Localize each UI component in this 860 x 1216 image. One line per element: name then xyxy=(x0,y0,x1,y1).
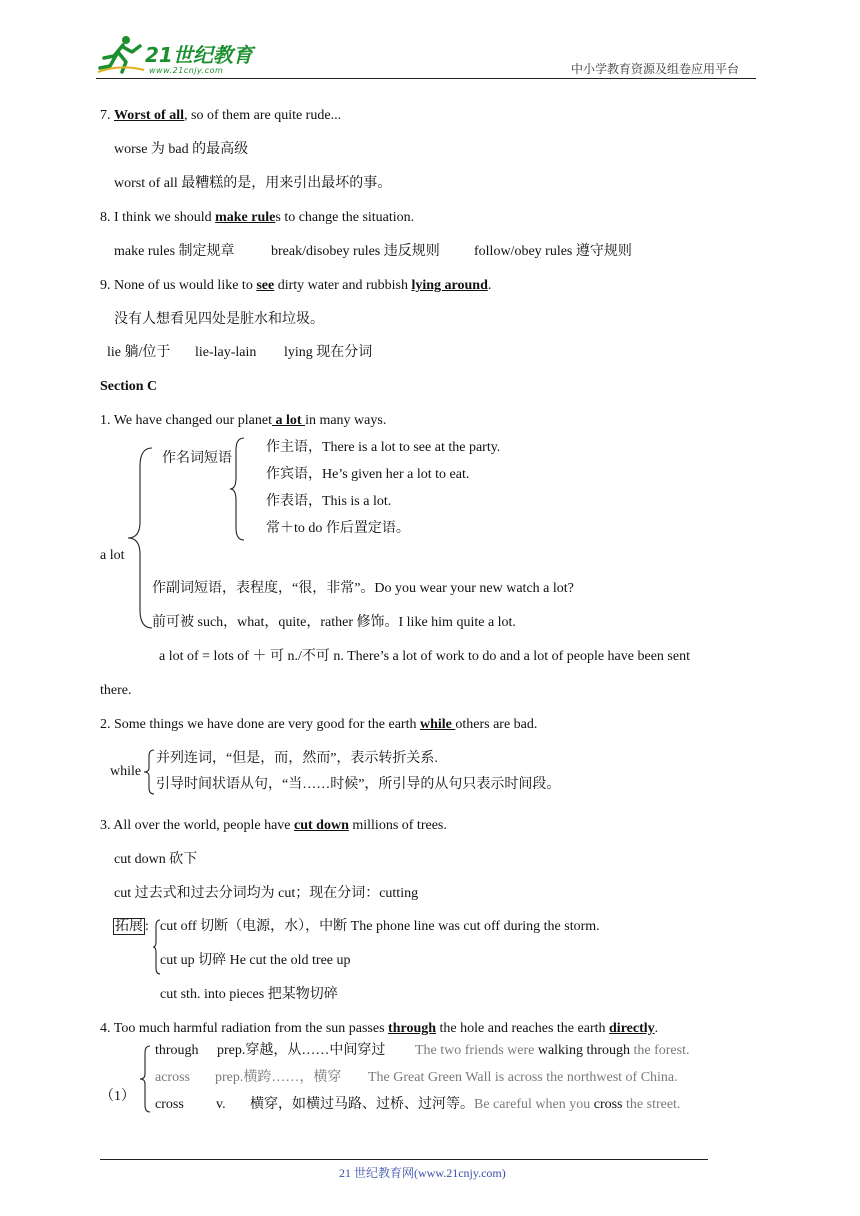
item-9-note-2: lie-lay-lain xyxy=(195,345,257,360)
section-c-heading: Section C xyxy=(100,379,158,394)
c3-colon: : xyxy=(145,919,149,934)
item-7-rest: , so of them are quite rude... xyxy=(184,108,342,123)
c3-note-a: cut down 砍下 xyxy=(114,852,198,867)
c4-row-3-ex-a: Be careful when you xyxy=(474,1097,594,1112)
c2-while-1: 并列连词，“但是，而，然而”，表示转折关系. xyxy=(156,751,438,766)
footer-rule xyxy=(100,1159,708,1160)
c1-sentence xyxy=(100,412,386,430)
c2-rest: others are bad. xyxy=(455,717,538,732)
c4-key-2: directly xyxy=(609,1021,655,1036)
c3-ext-3: cut sth. into pieces 把某物切碎 xyxy=(160,987,338,1002)
c3-ext-1: cut off 切断（电源，水），中断 The phone line was cut off during the storm. xyxy=(160,919,600,934)
c3-pre: 3. All over the world, people have xyxy=(100,818,295,833)
c3-sentence xyxy=(100,817,447,835)
c2-while-label: while xyxy=(110,764,142,779)
footer-text: 21 世纪教育网(www.21cnjy.com) xyxy=(339,1166,506,1180)
c4-row-3-pos: v. xyxy=(216,1097,226,1112)
c1-adverb-1: 作副词短语，表程度，“很，非常”。Do you wear your new watch a lot? xyxy=(152,581,574,596)
c4-key-1: through xyxy=(388,1021,437,1036)
item-9-end: . xyxy=(487,278,492,293)
c1-outer-brace xyxy=(126,446,156,630)
c3-rest: millions of trees. xyxy=(348,818,447,833)
c4-row-3-def-text: 横穿，如横过马路、过桥、过河等。 xyxy=(250,1097,474,1112)
item-7 xyxy=(100,107,341,125)
item-9-key-1: see xyxy=(256,278,275,293)
item-9-translation: 没有人想看见四处是脏水和垃圾。 xyxy=(114,312,324,327)
item-9-pre: 9. None of us would like to xyxy=(100,278,257,293)
c4-end: . xyxy=(654,1021,659,1036)
c4-row-1-word: through xyxy=(155,1043,199,1058)
c3-extension-label: 拓展 xyxy=(115,919,143,934)
c2-while-2: 引导时间状语从句，“当……时候”，所引导的从句只表示时间段。 xyxy=(156,777,561,792)
c1-noun-1: 作主语，There is a lot to see at the party. xyxy=(266,440,501,455)
c3-key: cut down xyxy=(294,818,349,833)
c1-pre: 1. We have changed our planet xyxy=(100,413,272,428)
c1-noun-label: 作名词短语 xyxy=(162,451,232,466)
logo-runner-icon xyxy=(96,34,146,76)
c1-noun-2: 作宾语，He’s given her a lot to eat. xyxy=(266,467,470,482)
item-9-mid: dirty water and rubbish xyxy=(274,278,412,293)
item-8-note-3: follow/obey rules 遵守规则 xyxy=(474,244,632,259)
item-9 xyxy=(100,277,491,295)
c3-note-b: cut 过去式和过去分词均为 cut；现在分词：cutting xyxy=(114,886,419,901)
c4-row-3-ex-c: the street. xyxy=(622,1097,681,1112)
c2-brace xyxy=(142,748,156,796)
c2-sentence xyxy=(100,716,537,734)
item-7-note-a: worse 为 bad 的最高级 xyxy=(114,142,249,157)
c1-lots-of: a lot of = lots of ＋ 可 n./不可 n. There’s a lot of work to do and a lot of people have been sent xyxy=(159,649,690,664)
c2-pre: 2. Some things we have done are very good for the earth xyxy=(100,717,420,732)
c4-pre: 4. Too much harmful radiation from the sun passes xyxy=(100,1021,389,1036)
item-9-note-3: lying 现在分词 xyxy=(284,345,373,360)
c4-label: （1） xyxy=(100,1089,135,1104)
item-9-key-2: lying around xyxy=(411,278,488,293)
c1-noun-4: 常＋to do 作后置定语。 xyxy=(266,521,410,536)
c1-key: a lot xyxy=(272,413,306,428)
item-8-rest: s to change the situation. xyxy=(275,210,415,225)
c4-row-1-ex-a: The two friends were xyxy=(415,1043,538,1058)
c1-there: there. xyxy=(100,683,132,698)
c4-row-2-example: The Great Green Wall is across the northwest of China. xyxy=(368,1070,678,1085)
item-7-key: Worst of all xyxy=(114,108,184,123)
item-9-note-1: lie 躺/位于 xyxy=(107,345,171,360)
c3-extension xyxy=(113,918,149,936)
c4-sentence xyxy=(100,1020,658,1038)
c4-row-2-word: across xyxy=(155,1070,190,1085)
item-8 xyxy=(100,209,414,227)
logo-text: 21世纪教育 xyxy=(145,43,253,67)
c1-noun-3: 作表语，This is a lot. xyxy=(266,494,392,509)
c2-key: while xyxy=(419,717,456,732)
c4-row-3-ex-b: cross xyxy=(593,1097,623,1112)
c4-row-1-example xyxy=(415,1042,689,1060)
header-rule xyxy=(96,78,756,79)
c4-row-3-def xyxy=(250,1096,680,1114)
item-8-note-2: break/disobey rules 违反规则 xyxy=(271,244,440,259)
item-7-number: 7. xyxy=(100,108,114,123)
c4-row-1-ex-b: walking through xyxy=(537,1043,630,1058)
c4-row-3-word: cross xyxy=(155,1097,184,1112)
item-7-note-b: worst of all 最糟糕的是，用来引出最坏的事。 xyxy=(114,176,392,191)
c1-rest: in many ways. xyxy=(305,413,387,428)
c4-row-1-ex-c: the forest. xyxy=(630,1043,690,1058)
header-right-text: 中小学教育资源及组卷应用平台 xyxy=(571,62,740,76)
logo-url: www.21cnjy.com xyxy=(149,66,224,75)
c1-adverb-2: 前可被 such，what，quite，rather 修饰。I like him quite a lot. xyxy=(152,615,516,630)
c4-brace xyxy=(138,1044,152,1114)
item-8-key: make rule xyxy=(215,210,276,225)
c1-a-lot-label: a lot xyxy=(100,548,125,563)
item-8-pre: 8. I think we should xyxy=(100,210,216,225)
c4-mid: the hole and reaches the earth xyxy=(436,1021,610,1036)
c3-ext-2: cut up 切碎 He cut the old tree up xyxy=(160,953,351,968)
item-8-note-1: make rules 制定规章 xyxy=(114,244,235,259)
c4-row-1-pos: prep.穿越，从……中间穿过 xyxy=(217,1043,386,1058)
c4-row-2-pos: prep.横跨……，横穿 xyxy=(215,1070,342,1085)
